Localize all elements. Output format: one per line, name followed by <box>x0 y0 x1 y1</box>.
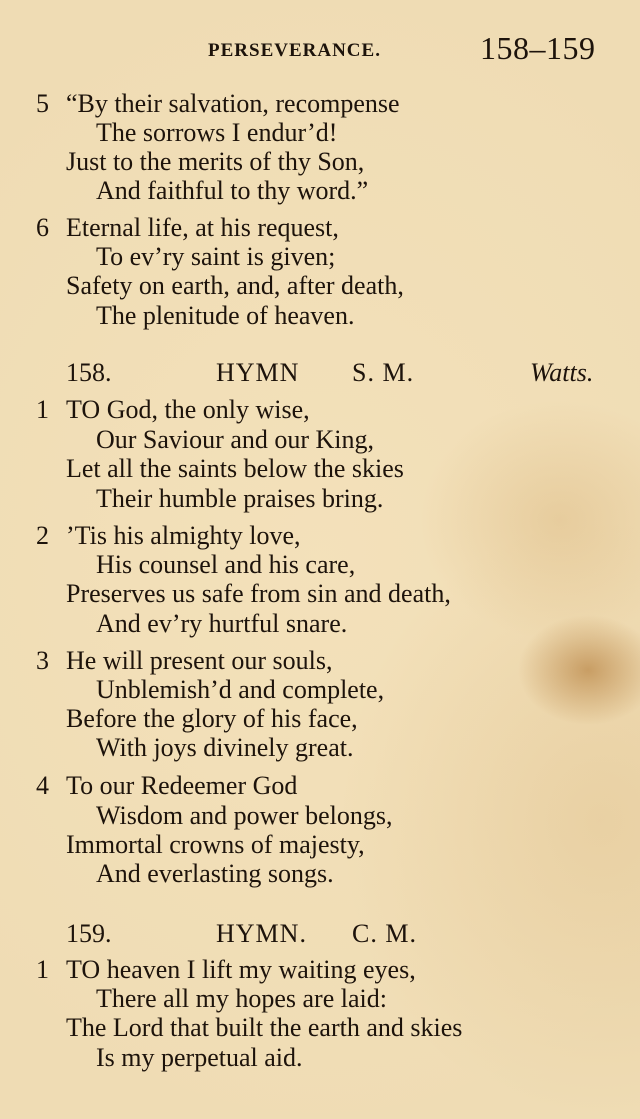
stanza-number: 1 <box>36 395 49 424</box>
hymn-number: 158. <box>66 358 112 387</box>
hymn-number: 159. <box>66 919 112 948</box>
stanza-number: 4 <box>36 771 49 800</box>
running-head <box>0 30 640 74</box>
hymn-title: HYMN. <box>216 919 307 948</box>
stanza-number: 6 <box>36 213 49 242</box>
hymn-heading <box>0 356 640 390</box>
hymn-author: Watts. <box>530 358 594 387</box>
hymn-meter: S. M. <box>352 358 415 387</box>
stanza-number: 3 <box>36 646 49 675</box>
hymn-meter: C. M. <box>352 919 417 948</box>
stanza-number: 1 <box>36 955 49 984</box>
hymn-heading <box>0 917 640 951</box>
hymnal-page: PERSEVERANCE. 158–159 5 “By their salvation, recompense The sorrows I endur’d! Just to the merits of thy Son, And faithful to thy word.” 6 Eternal life, at his request, To ev’ry saint is given; Safety on earth, and, after death, The plenitude of heaven. 158. HYMN S. M. Watts. 1 TO God, the only wise, Our Saviour and our King, Let all the saints below the skies Their humble praises bring. 2 ’Tis his almighty love, His counsel and his care, Preserves us safe from sin and death, And ev’ry hurtful snare. 3 He will present our souls, Unblemish’d and complete, Before the glory of his face, With joys divinely great. 4 To our Redeemer God Wisdom and power belongs, Immortal crowns of majesty, And everlasting songs. 159. HYMN. C. M. 1 TO heaven I lift my waiting eyes, There all my hopes are laid: The Lord that built the earth and skies Is my perpetual aid. <box>0 0 640 1119</box>
section-title: PERSEVERANCE. <box>208 40 381 61</box>
hymn-title: HYMN <box>216 358 300 387</box>
stanza-number: 2 <box>36 521 49 550</box>
stanza-number: 5 <box>36 89 49 118</box>
page-numbers: 158–159 <box>480 30 596 66</box>
